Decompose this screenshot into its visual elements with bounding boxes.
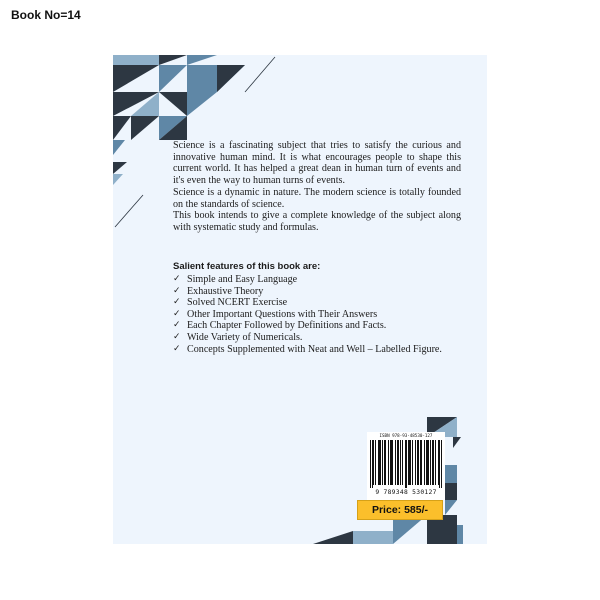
barcode-bar xyxy=(433,440,434,485)
barcode-bar xyxy=(417,440,418,485)
feature-text: Concepts Supplemented with Neat and Well – Labelled Figure. xyxy=(187,343,442,355)
list-item xyxy=(173,297,463,309)
list-item xyxy=(173,344,463,356)
barcode-bar xyxy=(409,440,410,485)
barcode-bar xyxy=(426,440,427,485)
barcode-bar xyxy=(380,440,381,485)
barcode-bar xyxy=(392,440,393,485)
barcode-bar xyxy=(398,440,399,485)
barcode-bar xyxy=(384,440,385,485)
barcode-bar xyxy=(382,440,383,485)
check-icon: ✓ xyxy=(173,274,181,284)
barcode-bar xyxy=(370,440,371,488)
list-item xyxy=(173,309,463,321)
barcode-bar xyxy=(375,440,376,485)
check-icon: ✓ xyxy=(173,343,181,354)
barcode-bar xyxy=(390,440,391,485)
barcode-bar xyxy=(373,440,374,485)
check-icon: ✓ xyxy=(173,331,181,342)
barcode-bar xyxy=(378,440,379,485)
barcode-bar xyxy=(388,440,389,485)
barcode-bar xyxy=(427,440,428,485)
list-item xyxy=(173,274,463,286)
barcode-bar xyxy=(420,440,421,485)
barcode-bars xyxy=(370,440,442,488)
barcode-bar xyxy=(395,440,396,485)
book-back-cover xyxy=(113,55,487,544)
barcode-bar xyxy=(439,440,440,488)
check-icon: ✓ xyxy=(173,308,181,319)
feature-text: Other Important Questions with Their Answers xyxy=(187,308,378,320)
barcode-bar xyxy=(421,440,422,485)
list-item xyxy=(173,320,463,332)
barcode-bar xyxy=(391,440,392,485)
description-text xyxy=(173,140,461,234)
barcode-bar xyxy=(428,440,429,485)
barcode-bar xyxy=(385,440,386,485)
barcode-bar xyxy=(441,440,442,488)
feature-text: Solved NCERT Exercise xyxy=(187,297,288,309)
barcode-bar xyxy=(410,440,411,485)
description-paragraph: This book intends to give a complete knowledge of the subject along with systematic study and formulas. xyxy=(173,210,461,233)
feature-text: Wide Variety of Numericals. xyxy=(187,331,303,343)
feature-text: Exhaustive Theory xyxy=(187,285,264,297)
barcode-bar xyxy=(412,440,413,485)
check-icon: ✓ xyxy=(173,320,181,331)
barcode-bar xyxy=(379,440,380,485)
list-item xyxy=(173,332,463,344)
feature-text: Simple and Easy Language xyxy=(187,274,298,285)
barcode-bar xyxy=(405,440,406,488)
list-item xyxy=(173,286,463,298)
barcode-bar xyxy=(435,440,436,485)
description-paragraph: Science is a dynamic in nature. The modern science is totally founded on the standards of science. xyxy=(173,186,461,210)
description-paragraph: Science is a fascinating subject that tries to satisfy the curious and innovative human mind. It is what encourages people to shape this current world. It has helped a great dean in human turn of events and it's even the way to human turns of events. xyxy=(173,140,461,187)
features-list xyxy=(173,274,463,355)
feature-text: Each Chapter Followed by Definitions and Facts. xyxy=(187,320,387,332)
barcode-bar xyxy=(415,440,416,485)
barcode-bar xyxy=(372,440,373,488)
barcode-bar xyxy=(432,440,433,485)
isbn-label: ISBN 978-93-48530-127 xyxy=(379,433,433,438)
isbn-digits: 9 789348 530127 xyxy=(375,489,437,496)
barcode-bar xyxy=(424,440,425,485)
barcode-bar xyxy=(400,440,401,485)
book-number-label: Book No=14 xyxy=(11,8,81,22)
barcode-bar xyxy=(397,440,398,485)
barcode xyxy=(367,432,445,500)
features-heading: Salient features of this book are: xyxy=(173,261,321,272)
barcode-bar xyxy=(402,440,403,485)
barcode-bar xyxy=(406,440,407,488)
check-icon: ✓ xyxy=(173,297,181,308)
check-icon: ✓ xyxy=(173,285,181,296)
barcode-bar xyxy=(438,440,439,485)
features-section xyxy=(173,261,463,355)
barcode-bar xyxy=(408,440,409,485)
barcode-bar xyxy=(430,440,431,485)
barcode-bar xyxy=(418,440,419,485)
price-tag: Price: 585/- xyxy=(357,500,443,520)
